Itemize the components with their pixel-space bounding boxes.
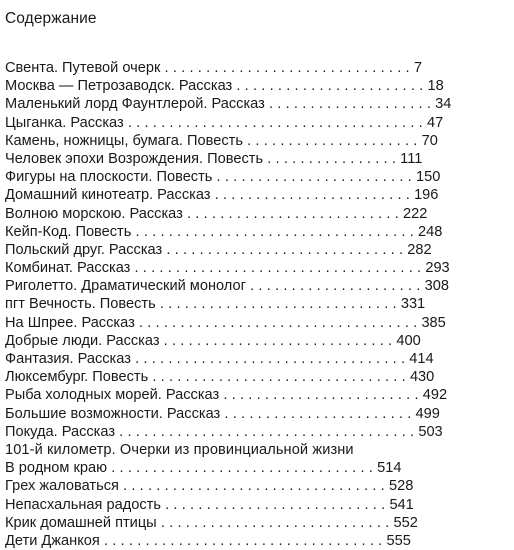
- toc-section-heading: [5, 441, 451, 459]
- toc-entry: [5, 350, 451, 368]
- toc-leader-dots: . . . . . . . . . . . . . . . . . . . . . . . . . . . . .: [162, 241, 408, 258]
- toc-entry-title: Цыганка. Рассказ: [5, 114, 124, 131]
- toc-entry-title: Риголетто. Драматический монолог: [5, 278, 246, 295]
- toc-entry-title: Грех жаловаться: [5, 478, 119, 495]
- toc-page-number: 541: [389, 496, 414, 513]
- toc-leader-dots: . . . . . . . . . . . . . . . . . . . . . . . . . . . . . . . . . .: [131, 223, 419, 240]
- toc-leader-dots: . . . . . . . . . . . . . . . . . . . . . . . . . . . . . . . . . . . .: [115, 423, 419, 440]
- toc-entry-title: Непасхальная радость: [5, 496, 161, 513]
- toc-entry-title: пгт Вечность. Повесть: [5, 296, 156, 313]
- toc-page-number: 18: [427, 78, 444, 95]
- toc-entry-title: В родном краю: [5, 460, 108, 477]
- toc-entry: [5, 132, 451, 150]
- toc-leader-dots: . . . . . . . . . . . . . . . . . . . . . . . . . . . . . . . . .: [130, 351, 410, 367]
- toc-page-number: 555: [386, 532, 411, 549]
- toc-leader-dots: . . . . . . . . . . . . . . . . . . . . . . . . . . . . . . .: [148, 369, 410, 386]
- toc-entry: [5, 77, 451, 95]
- toc-entry-title: Люксембург. Повесть: [5, 369, 149, 386]
- toc-page-number: 222: [403, 205, 428, 222]
- toc-entry: [5, 95, 451, 113]
- toc-entry-title: Покуда. Рассказ: [5, 423, 116, 440]
- toc-leader-dots: . . . . . . . . . . . . . . . . . . . . . . . . . . . . . . . . . .: [134, 314, 422, 331]
- toc-page-number: 248: [418, 223, 443, 240]
- toc-leader-dots: . . . . . . . . . . . . . . . . . . . . .: [245, 278, 425, 295]
- toc-entry-title: Комбинат. Рассказ: [5, 260, 131, 277]
- toc-entry: [5, 150, 451, 168]
- toc-entry-title: Камень, ножницы, бумага. Повесть: [5, 132, 243, 149]
- toc-entry: [5, 386, 451, 404]
- toc-leader-dots: . . . . . . . . . . . . . . . . . . . . . . . . . . . .: [159, 332, 397, 349]
- toc-page-number: 514: [377, 460, 402, 477]
- toc-entry-title: На Шпрее. Рассказ: [5, 314, 135, 331]
- toc-entry-title: Москва — Петрозаводск. Рассказ: [5, 78, 233, 95]
- toc-leader-dots: . . . . . . . . . . . . . . . . . . . . .: [242, 132, 422, 149]
- toc-leader-dots: . . . . . . . . . . . . . . . . . . . . . . .: [232, 78, 428, 95]
- toc-entry-title: Человек эпохи Возрождения. Повесть: [5, 150, 264, 167]
- toc-page-number: 150: [415, 169, 441, 186]
- toc-page-number: 430: [409, 369, 435, 386]
- toc-page-number: 499: [415, 405, 440, 422]
- toc-entry: [5, 259, 451, 277]
- toc-page-number: 7: [413, 60, 422, 76]
- toc-entry: [5, 423, 451, 441]
- toc-page-number: 400: [396, 332, 421, 349]
- toc-leader-dots: . . . . . . . . . . . . . . . . . . . . . . . .: [212, 169, 416, 186]
- toc-entry-title: Добрые люди. Рассказ: [5, 332, 160, 349]
- toc-leader-dots: . . . . . . . . . . . . . . . . . . . . . . . . . . . . .: [155, 296, 401, 313]
- toc-leader-dots: . . . . . . . . . . . . . . . . . . . . . . . . . . . . . . . . . .: [99, 532, 387, 549]
- toc-entry: [5, 314, 451, 332]
- toc-leader-dots: . . . . . . . . . . . . . . . . . . . . . . . . . . .: [160, 496, 390, 513]
- toc-page-number: 414: [409, 351, 434, 367]
- toc-page-number: 308: [424, 278, 449, 295]
- toc-leader-dots: . . . . . . . . . . . . . . . . . . . . . . . . . . . . . . . .: [118, 478, 389, 495]
- toc-entry: [5, 205, 451, 223]
- toc-leader-dots: . . . . . . . . . . . . . . . .: [263, 150, 401, 167]
- toc-entry: [5, 295, 451, 313]
- toc-page-number: 293: [425, 260, 450, 277]
- toc-entry: [5, 59, 451, 77]
- toc-entry-title: Рыба холодных морей. Рассказ: [5, 387, 220, 404]
- toc-page-number: 34: [435, 96, 452, 113]
- toc-page-number: 492: [422, 387, 448, 404]
- toc-page-number: 70: [421, 132, 438, 149]
- toc-entry-title: 101-й километр. Очерки из провинциальной жизни: [5, 441, 354, 458]
- toc-page-number: 552: [393, 514, 418, 531]
- toc-page-number: 111: [400, 150, 423, 167]
- toc-entry: [5, 368, 451, 386]
- toc-entry-title: Волною морскою. Рассказ: [5, 205, 183, 222]
- toc-leader-dots: . . . . . . . . . . . . . . . . . . . . . . . .: [219, 387, 423, 404]
- toc-entry: [5, 532, 451, 550]
- toc-entry: [5, 496, 451, 514]
- table-of-contents: [5, 59, 451, 550]
- page-title: Содержание: [5, 10, 97, 27]
- toc-leader-dots: . . . . . . . . . . . . . . . . . . . . . . .: [220, 405, 416, 422]
- toc-entry: [5, 477, 451, 495]
- toc-leader-dots: . . . . . . . . . . . . . . . . . . . . . . . .: [210, 187, 415, 204]
- toc-entry: [5, 514, 451, 532]
- toc-leader-dots: . . . . . . . . . . . . . . . . . . . .: [264, 96, 436, 113]
- toc-entry-title: Кейп-Код. Повесть: [5, 223, 132, 240]
- toc-leader-dots: . . . . . . . . . . . . . . . . . . . . . . . . . . . .: [156, 514, 394, 531]
- toc-page-number: 282: [407, 241, 432, 258]
- toc-leader-dots: . . . . . . . . . . . . . . . . . . . . . . . . . . . . . . . . . . . .: [123, 114, 427, 131]
- toc-entry-title: Польский друг. Рассказ: [5, 241, 163, 258]
- toc-entry: [5, 459, 451, 477]
- toc-entry: [5, 241, 451, 259]
- toc-page-number: 331: [400, 296, 426, 313]
- toc-entry-title: Свента. Путевой очерк: [5, 60, 161, 76]
- toc-entry-title: Большие возможности. Рассказ: [5, 405, 221, 422]
- toc-leader-dots: . . . . . . . . . . . . . . . . . . . . . . . . . .: [182, 205, 404, 222]
- toc-leader-dots: . . . . . . . . . . . . . . . . . . . . . . . . . . . . . .: [160, 60, 414, 76]
- toc-page-number: 196: [414, 187, 439, 204]
- toc-entry: [5, 277, 451, 295]
- toc-entry-title: Крик домашней птицы: [5, 514, 157, 531]
- toc-leader-dots: . . . . . . . . . . . . . . . . . . . . . . . . . . . . . . . . . . .: [130, 260, 426, 277]
- toc-entry-title: Маленький лорд Фаунтлерой. Рассказ: [5, 96, 265, 113]
- toc-entry-title: Фигуры на плоскости. Повесть: [5, 169, 213, 186]
- toc-page-number: 385: [421, 314, 446, 331]
- toc-entry-title: Домашний кинотеатр. Рассказ: [5, 187, 211, 204]
- toc-entry: [5, 168, 451, 186]
- toc-page-number: 47: [427, 114, 444, 131]
- toc-entry-title: Дети Джанкоя: [5, 532, 100, 549]
- toc-entry: [5, 114, 451, 132]
- toc-entry: [5, 186, 451, 204]
- toc-leader-dots: . . . . . . . . . . . . . . . . . . . . . . . . . . . . . . . .: [107, 460, 378, 477]
- toc-entry-title: Фантазия. Рассказ: [5, 351, 131, 367]
- toc-page-number: 528: [388, 478, 414, 495]
- toc-entry: [5, 405, 451, 423]
- toc-entry: [5, 223, 451, 241]
- toc-page-number: 503: [418, 423, 443, 440]
- toc-entry: [5, 332, 451, 350]
